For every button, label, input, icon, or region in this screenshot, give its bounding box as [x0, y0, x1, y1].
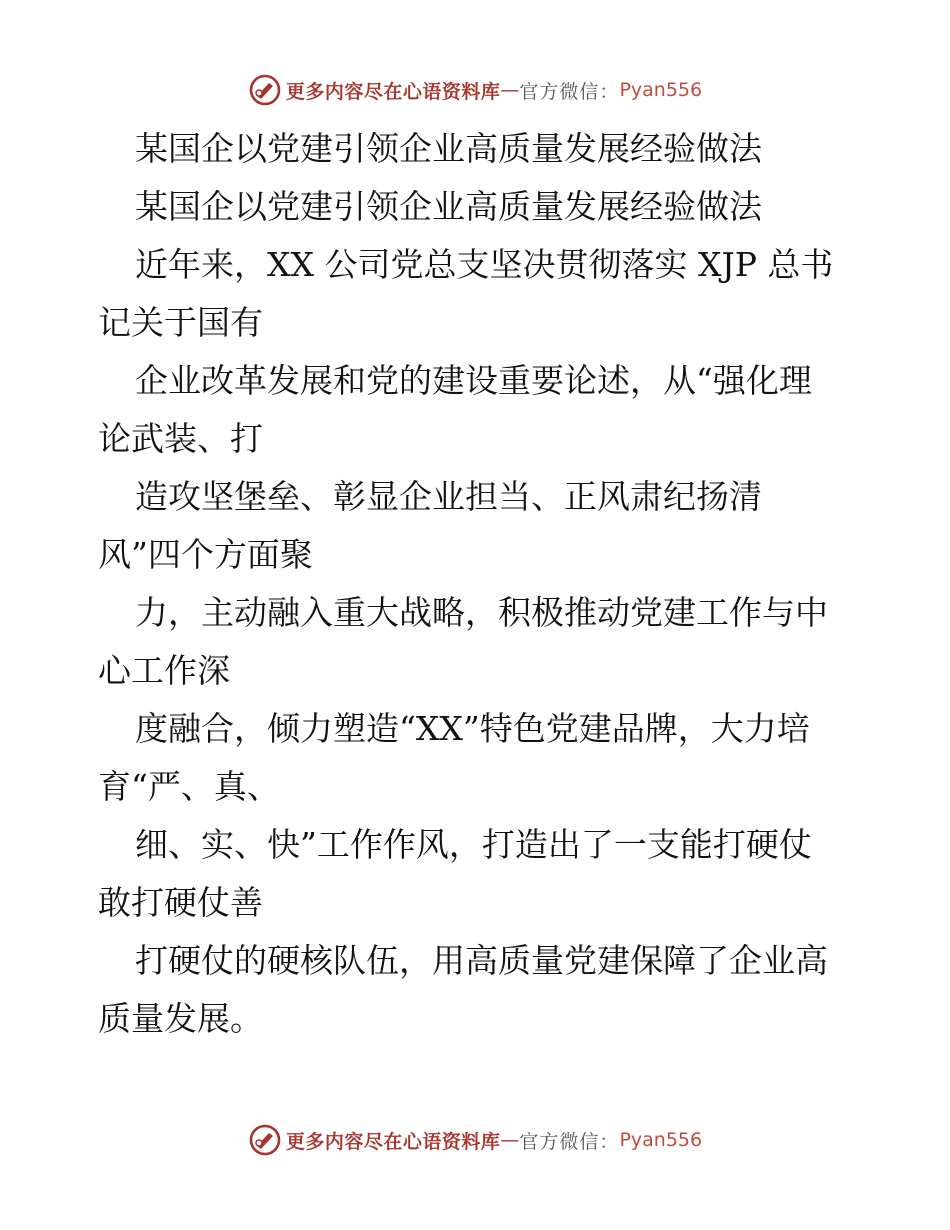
brand-logo-icon — [248, 73, 282, 107]
doc-line: 论武装、打 — [98, 419, 263, 458]
doc-line: 风”四个方面聚 — [98, 535, 313, 574]
doc-title-repeat: 某国企以党建引领企业高质量发展经验做法 — [135, 187, 762, 226]
banner-wechat-label: 官方微信： — [519, 1130, 620, 1153]
doc-line: 打硬仗的硬核队伍，用高质量党建保障了企业高 — [135, 941, 828, 980]
doc-line: 细、实、快”工作作风，打造出了一支能打硬仗 — [135, 825, 812, 864]
doc-line: 育“严、真、 — [98, 767, 280, 806]
doc-line: 力，主动融入重大战略，积极推动党建工作与中 — [135, 593, 828, 632]
banner-wechat-id: Pyan556 — [619, 79, 703, 101]
doc-title: 某国企以党建引领企业高质量发展经验做法 — [135, 129, 762, 168]
banner-wechat-id: Pyan556 — [619, 1129, 703, 1151]
banner-main-text: 更多内容尽在心语资料库 — [285, 80, 501, 103]
doc-line: 度融合，倾力塑造“XX”特色党建品牌，大力培 — [135, 709, 810, 748]
banner-wechat-label: 官方微信： — [519, 80, 620, 103]
banner-dash: — — [500, 1129, 520, 1151]
doc-line: 近年来，XX 公司党总支坚决贯彻落实 XJP 总书 — [135, 245, 834, 284]
doc-line: 记关于国有 — [98, 303, 263, 342]
doc-line: 敢打硬仗善 — [98, 883, 263, 922]
doc-line: 质量发展。 — [98, 999, 263, 1038]
doc-line: 造攻坚堡垒、彰显企业担当、正风肃纪扬清 — [135, 477, 762, 516]
banner-main-text: 更多内容尽在心语资料库 — [285, 1130, 501, 1153]
brand-logo-icon — [248, 1123, 282, 1157]
footer-watermark-banner — [0, 1120, 950, 1160]
doc-line: 心工作深 — [98, 651, 230, 690]
doc-line: 企业改革发展和党的建设重要论述，从“强化理 — [135, 361, 812, 400]
document-body — [98, 120, 858, 1048]
header-watermark-banner — [0, 70, 950, 110]
banner-dash: — — [500, 79, 520, 101]
